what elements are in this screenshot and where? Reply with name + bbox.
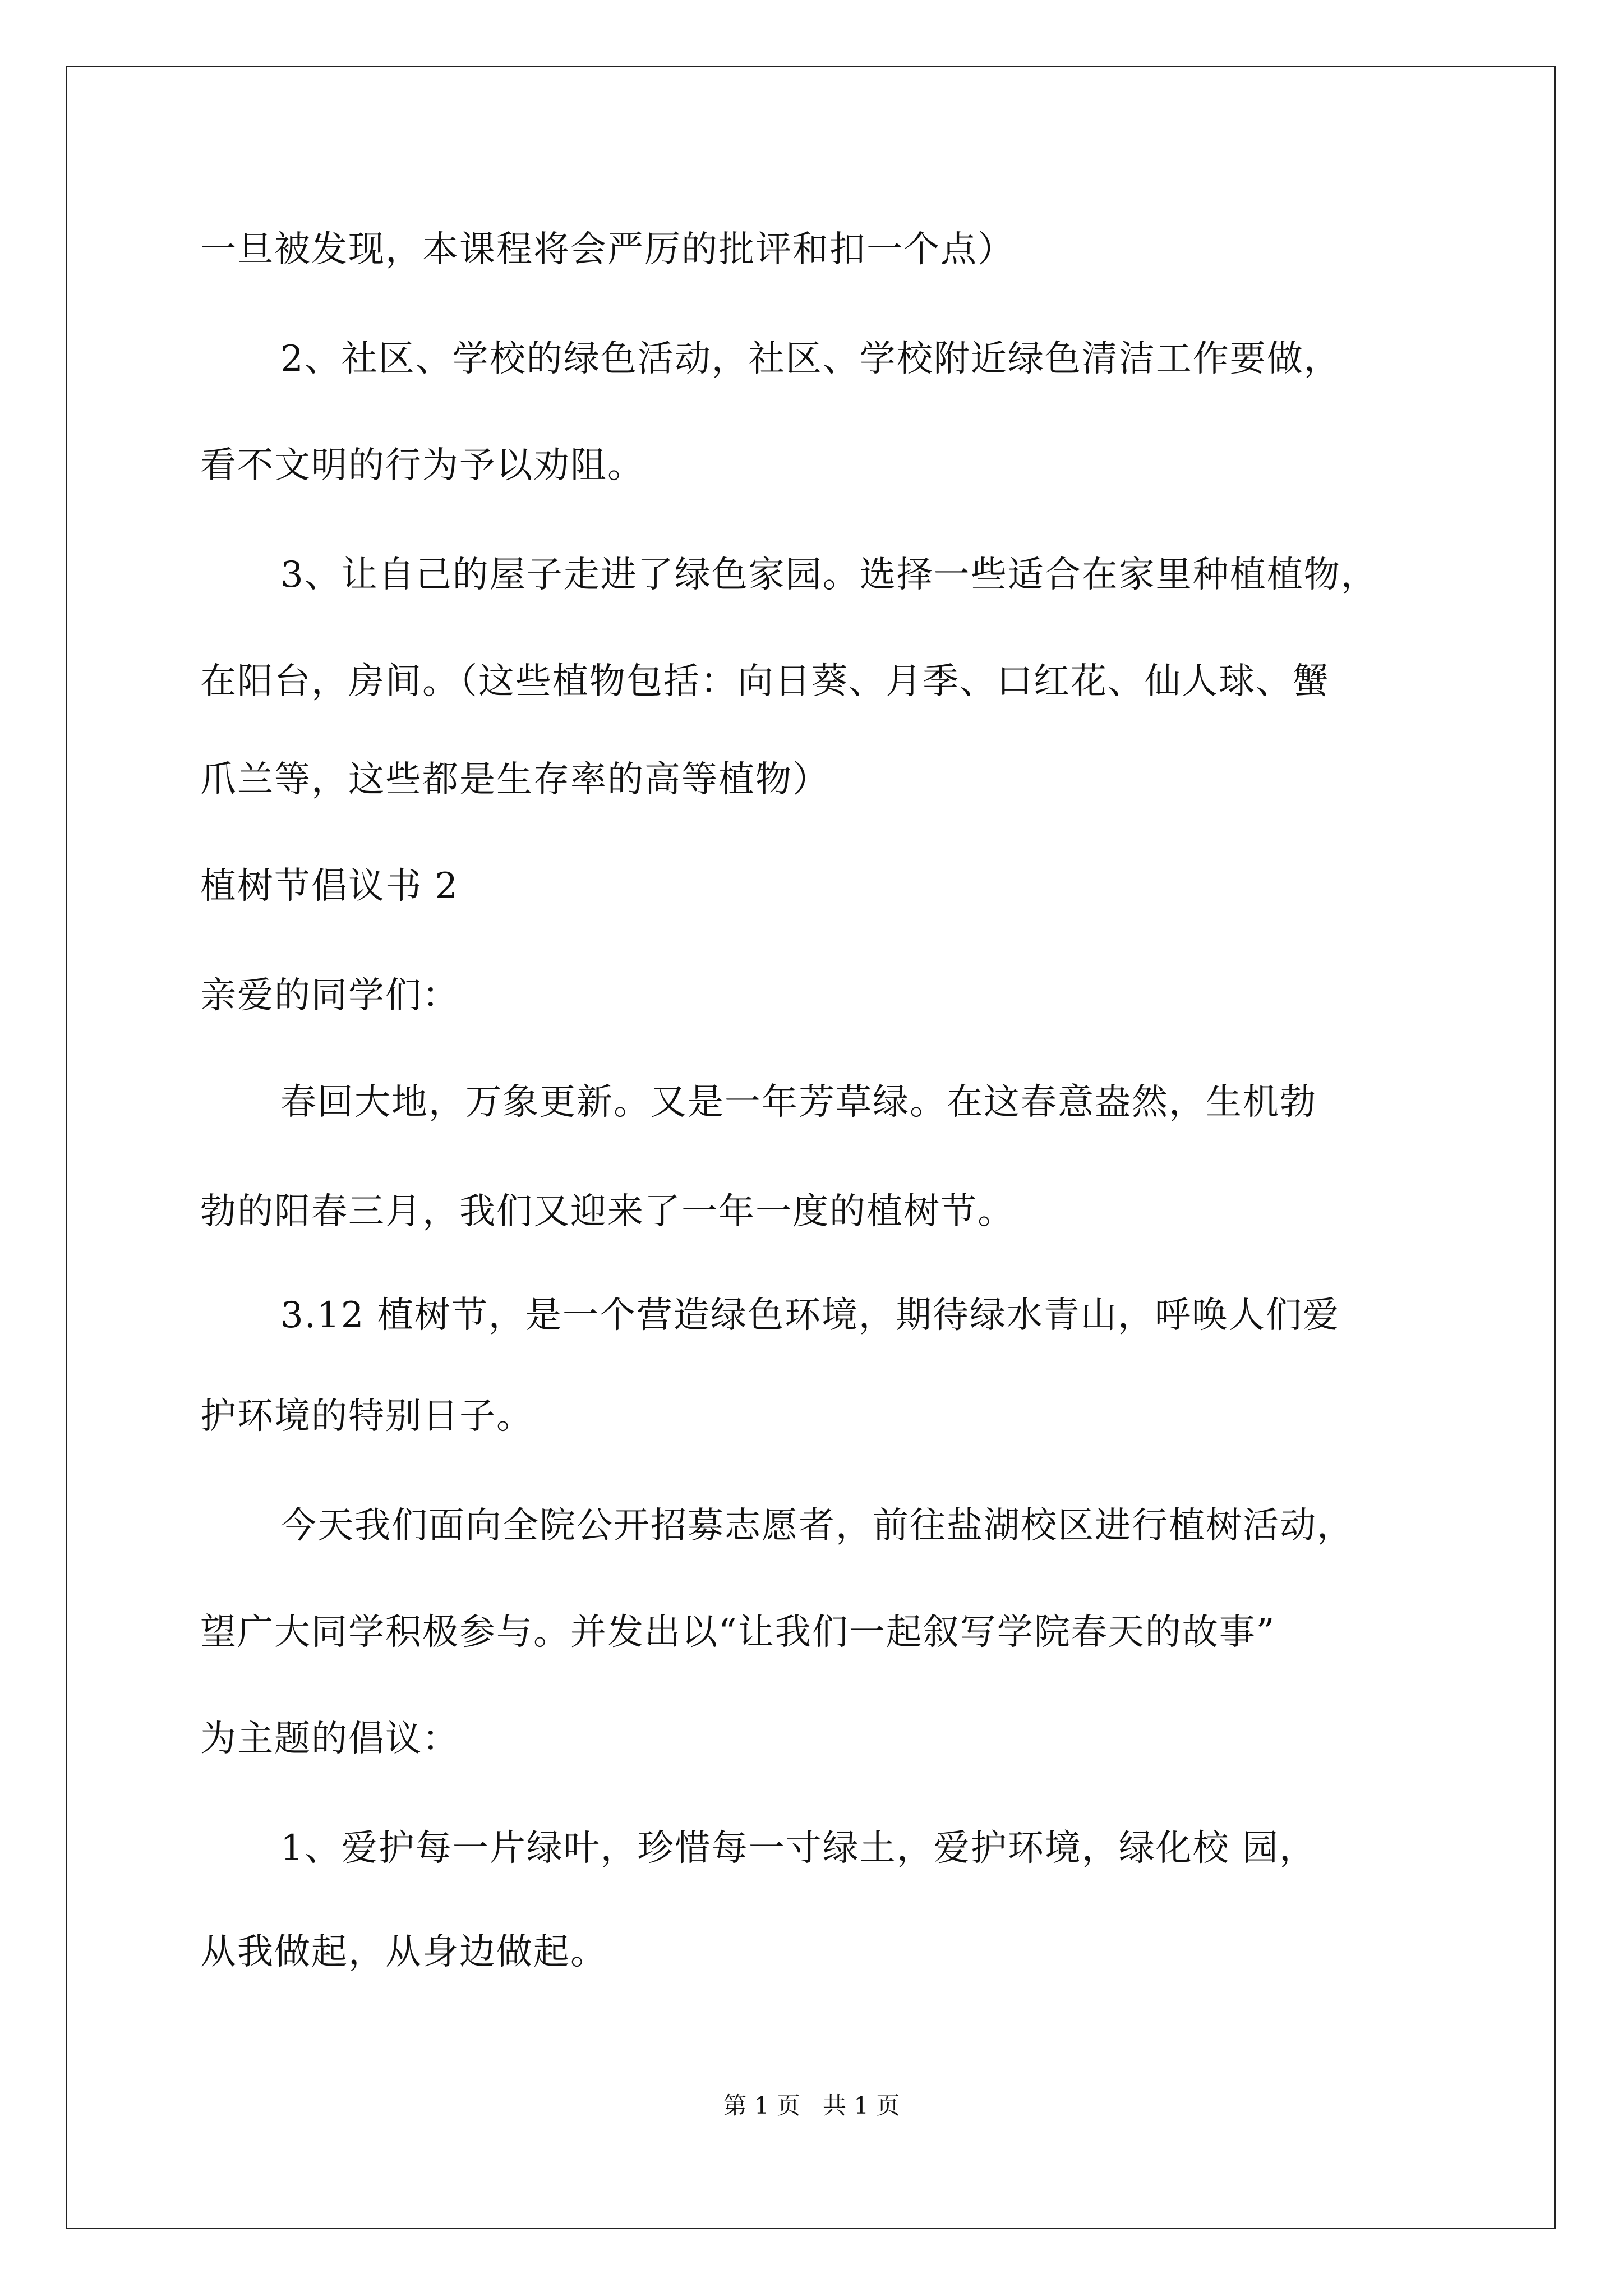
text-line-11: 3.12 植树节，是一个营造绿色环境，期待绿水青山，呼唤人们爱 [280,1295,1340,1336]
section-heading: 植树节倡议书 2 [200,866,459,907]
text-line-2: 2、社区、学校的绿色活动，社区、学校附近绿色清洁工作要做， [280,338,1341,380]
text-line-6: 爪兰等，这些都是生存率的高等植物） [200,759,829,800]
text-line-10: 勃的阳春三月，我们又迎来了一年一度的植树节。 [200,1191,1015,1232]
page-border [66,66,1556,2229]
text-line-13: 今天我们面向全院公开招募志愿者，前往盐湖校区进行植树活动， [280,1505,1354,1547]
text-line-14: 望广大同学积极参与。并发出以“让我们一起叙写学院春天的故事” [200,1612,1276,1653]
text-line-15: 为主题的倡议： [200,1718,459,1760]
text-line-16: 1、爱护每一片绿叶，珍惜每一寸绿土，爱护环境，绿化校 园， [280,1828,1317,1869]
text-line-12: 护环境的特别日子。 [200,1396,533,1437]
text-line-5: 在阳台，房间。（这些植物包括：向日葵、月季、口红花、仙人球、蟹 [200,661,1330,702]
page-footer: 第 1 页 共 1 页 [723,2092,900,2119]
text-line-4: 3、让自己的屋子走进了绿色家园。选择一些适合在家里种植植物， [280,554,1378,596]
text-line-9: 春回大地，万象更新。又是一年芳草绿。在这春意盎然，生机勃 [280,1082,1317,1123]
text-line-17: 从我做起，从身边做起。 [200,1931,607,1973]
salutation: 亲爱的同学们： [200,975,459,1016]
text-line-1: 一旦被发现，本课程将会严厉的批评和扣一个点） [200,229,1015,270]
text-line-3: 看不文明的行为予以劝阻。 [200,445,644,486]
